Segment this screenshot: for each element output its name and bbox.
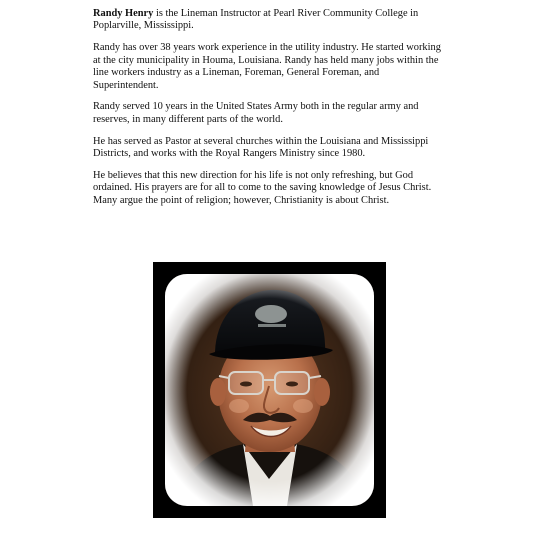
bio-text: [93, 8, 445, 217]
bio-paragraph-4: He has served as Pastor at several churches within the Louisiana and Mississippi Districts, and works with the Royal Rangers Ministry since 1980.: [93, 135, 429, 160]
bio-paragraph-2: Randy has over 38 years work experience in the utility industry. He started working at the city municipality in Houma, Louisiana. Randy has held many jobs within the line workers industry as a Lineman, Foreman, General Foreman, and Superintendent.: [93, 42, 441, 91]
portrait-illustration: [165, 274, 374, 506]
photo-frame: [153, 262, 386, 518]
bio-paragraph-3: Randy served 10 years in the United States Army both in the regular army and reserves, in many different parts of the world.: [93, 101, 419, 125]
portrait-photo: [165, 274, 374, 506]
bio-paragraph-5: He believes that this new direction for his life is not only refreshing, but God ordained. His prayers are for all to come to the saving knowledge of Jesus Christ. Many argue the point of religion; however, Christianity is about Christ.: [93, 170, 432, 206]
person-name: Randy Henry: [93, 8, 154, 19]
bio-paragraph-1-text: is the Lineman Instructor at Pearl River Community College in Poplarville, Mississippi.: [93, 8, 419, 32]
bio-paragraph-1: [93, 8, 445, 33]
